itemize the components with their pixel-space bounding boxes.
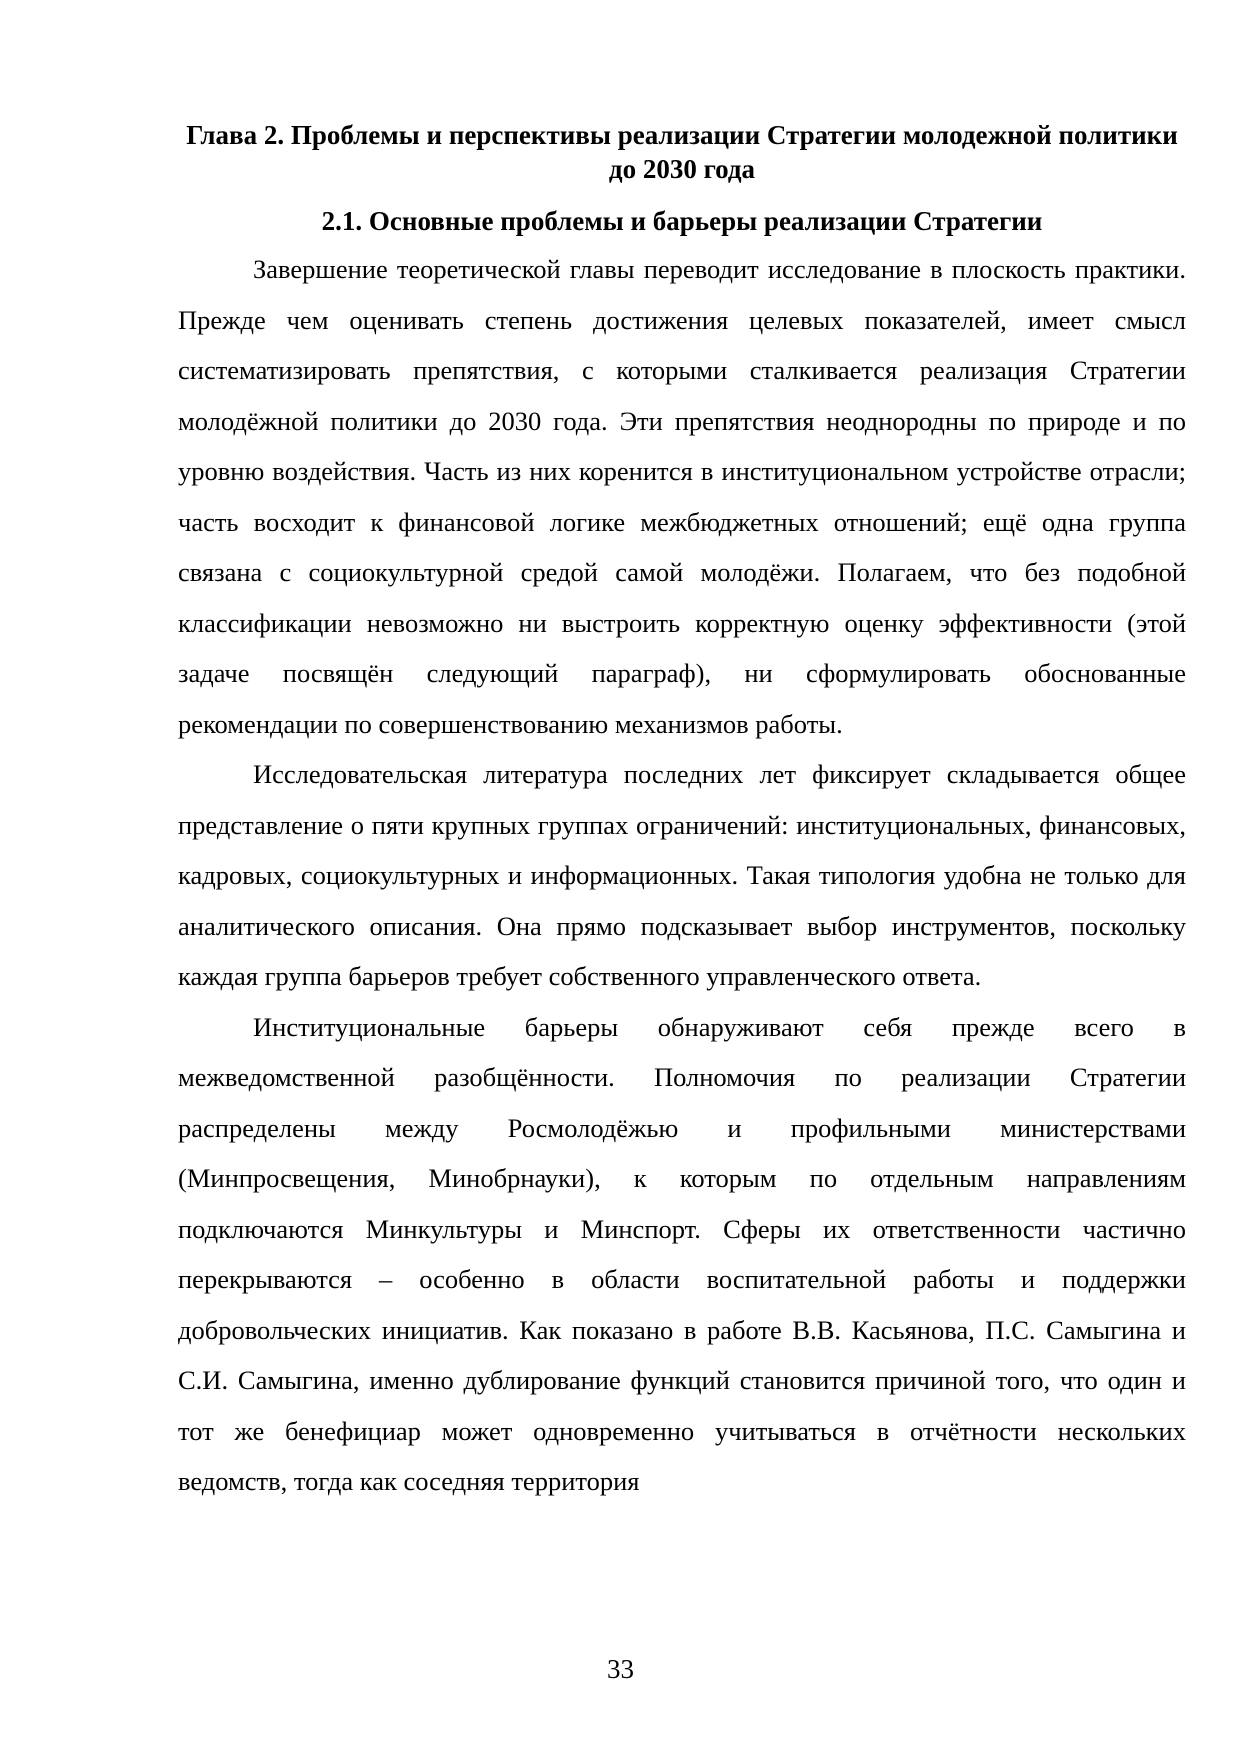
- chapter-title: Глава 2. Проблемы и перспективы реализации Стратегии молодежной политики до 2030 года: [186, 120, 1178, 184]
- page-content: [178, 118, 1186, 1507]
- section-title: 2.1. Основные проблемы и барьеры реализации Стратегии: [321, 206, 1043, 236]
- paragraph-2: Исследовательская литература последних лет фиксирует складывается общее представление о пяти крупных группах ограничений: институциональных, финансовых, кадровых, социокультурных и информационных. Такая типология удобна не только для аналитического описания. Она прямо подсказывает выбор инструментов, поскольку каждая группа барьеров требует собственного управленческого ответа.: [178, 759, 1186, 991]
- paragraph-3: Институциональные барьеры обнаруживают себя прежде всего в межведомственной разобщённости. Полномочия по реализации Стратегии распределены между Росмолодёжью и профильными министерствами (Минпросвещения, Минобрнауки), к которым по отдельным направлениям подключаются Минкультуры и Минспорт. Сферы их ответственности частично перекрываются – особенно в области воспитательной работы и поддержки добровольческих инициатив. Как показано в работе В.В. Касьянова, П.С. Самыгина и С.И. Самыгина, именно дублирование функций становится причиной того, что один и тот же бенефициар может одновременно учитываться в отчётности нескольких ведомств, тогда как соседняя территория: [178, 1011, 1186, 1496]
- page-number: 33: [607, 1654, 634, 1684]
- paragraph-1: Завершение теоретической главы переводит исследование в плоскость практики. Прежде чем оценивать степень достижения целевых показателей, имеет смысл систематизировать препятствия, с которыми сталкивается реализация Стратегии молодёжной политики до 2030 года. Эти препятствия неоднородны по природе и по уровню воздействия. Часть из них коренится в институциональном устройстве отрасли; часть восходит к финансовой логике межбюджетных отношений; ещё одна группа связана с социокультурной средой самой молодёжи. Полагаем, что без подобной классификации невозможно ни выстроить корректную оценку эффективности (этой задаче посвящён следующий параграф), ни сформулировать обоснованные рекомендации по совершенствованию механизмов работы.: [178, 254, 1186, 739]
